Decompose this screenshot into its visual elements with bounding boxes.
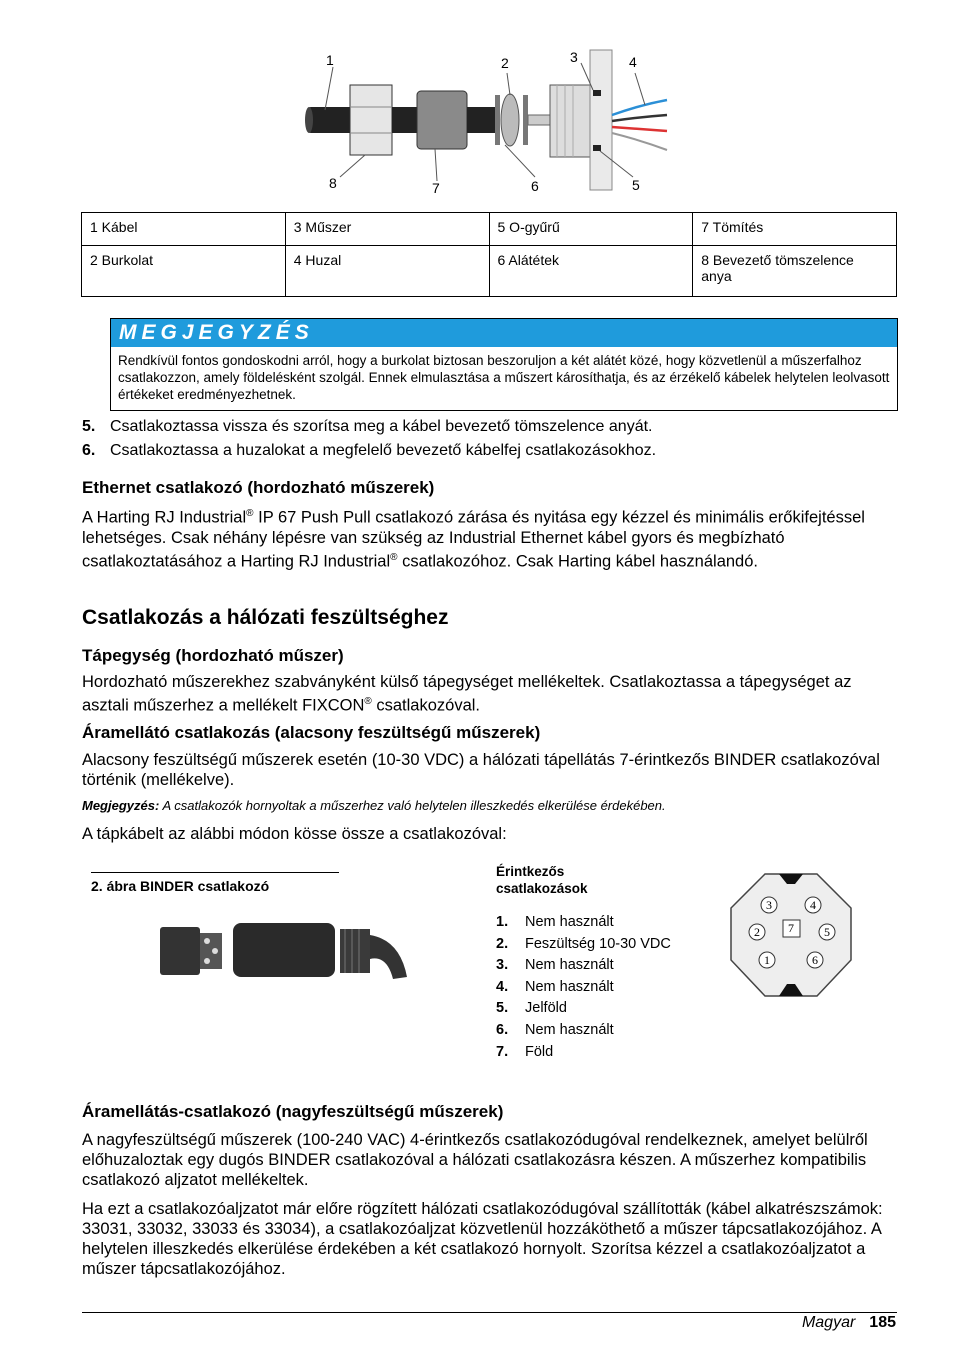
callout-6: 6 bbox=[531, 178, 539, 194]
washer bbox=[495, 95, 500, 145]
low-voltage-paragraph-2: A tápkábelt az alábbi módon kösse össze a csatlakozóval: bbox=[82, 825, 507, 843]
list-item bbox=[82, 440, 897, 462]
pins-heading: Érintkezős csatlakozások bbox=[496, 864, 588, 896]
table-row bbox=[82, 213, 897, 246]
high-voltage-paragraph-1: A nagyfeszültségű műszerek (100-240 VAC) 4-érintkezős csatlakozódugóval rendelkeznek, amelyet belülről előhuzaloztak egy dugós BINDER csatlakozóval a hálózati csatlakozásra készen. A műszerhez kompatibilis csatlakozó aljzatot mellékeltek. bbox=[82, 1131, 868, 1189]
gland-nut bbox=[350, 85, 392, 155]
table-cell: 4 Huzal bbox=[285, 246, 489, 297]
psu-heading: Tápegység (hordozható műszer) bbox=[82, 646, 344, 665]
pin-label: 5 bbox=[824, 925, 830, 939]
list-item: 3. Nem használt bbox=[496, 957, 614, 974]
binder-connector-image bbox=[155, 915, 413, 985]
callout-5: 5 bbox=[632, 177, 640, 193]
callout-1: 1 bbox=[326, 52, 334, 68]
ethernet-heading: Ethernet csatlakozó (hordozható műszerek) bbox=[82, 478, 435, 497]
callout-7: 7 bbox=[432, 180, 440, 196]
pin-label: 2 bbox=[754, 925, 760, 939]
page-number: 185 bbox=[869, 1314, 896, 1331]
table-cell: 2 Burkolat bbox=[82, 246, 286, 297]
footer-language: Magyar bbox=[801, 1314, 856, 1331]
table-cell: 6 Alátétek bbox=[489, 246, 693, 297]
list-item: 6. Nem használt bbox=[496, 1021, 614, 1038]
high-voltage-heading: Áramellátás-csatlakozó (nagyfeszültségű műszerek) bbox=[82, 1102, 504, 1121]
low-voltage-heading: Áramellátó csatlakozás (alacsony feszültségű műszerek) bbox=[82, 723, 541, 742]
pin-label: 4 bbox=[810, 898, 816, 912]
ethernet-paragraph: A Harting RJ Industrial® IP 67 Push Pull csatlakozó zárása és nyitása egy kézzel és minimális erőkifejtéssel lehetséges. Csak néhány lépésre van szükség az Industrial Ethernet kábel gyors és megbízható csatlakoztatásához a Harting RJ Industrial® csatlakozóhoz. Csak Harting kábel használandó. bbox=[82, 508, 865, 570]
seal bbox=[417, 91, 467, 149]
table-cell: 3 Műszer bbox=[285, 213, 489, 246]
cable-gland-diagram bbox=[295, 45, 675, 205]
table-cell: 1 Kábel bbox=[82, 213, 286, 246]
pin-label: 7 bbox=[788, 921, 794, 935]
page-footer bbox=[802, 1314, 896, 1332]
table-cell: 8 Bevezető tömszelence anya bbox=[693, 246, 897, 297]
gland-body bbox=[550, 85, 590, 157]
list-item: 7. Föld bbox=[496, 1043, 554, 1060]
note-body: Rendkívül fontos gondoskodni arról, hogy a burkolat biztosan beszoruljon a két alátét közé, hogy közvetlenül a műszerfalhoz csatlakozzon, amely földelésként szolgál. Ennek elmulasztása a műszert károsíthatja, és az érzékelő kábelek helytelen leolvasott értékeket eredményezhetnek. bbox=[118, 353, 890, 402]
step-number: 6. bbox=[82, 442, 96, 459]
table-row bbox=[82, 246, 897, 297]
pin-label: 1 bbox=[764, 953, 770, 967]
step-number: 5. bbox=[82, 418, 96, 435]
low-voltage-paragraph: Alacsony feszültségű műszerek esetén (10-30 VDC) a hálózati tápellátás 7-érintkezős BINDER csatlakozóval történik (mellékelve). bbox=[82, 751, 880, 789]
list-item: 4. Nem használt bbox=[496, 978, 614, 995]
callout-4: 4 bbox=[629, 54, 637, 70]
pin-label: 3 bbox=[766, 898, 772, 912]
instrument-wall bbox=[590, 50, 612, 190]
list-item bbox=[82, 416, 897, 438]
section-heading: Csatlakozás a hálózati feszültséghez bbox=[82, 606, 449, 629]
table-cell: 7 Tömítés bbox=[693, 213, 897, 246]
figure-title: 2. ábra BINDER csatlakozó bbox=[91, 872, 339, 894]
note-box bbox=[110, 318, 898, 411]
list-item: 1. Nem használt bbox=[496, 914, 614, 930]
parts-table bbox=[81, 212, 897, 297]
callout-2: 2 bbox=[501, 55, 509, 71]
table-cell: 5 O-gyűrű bbox=[489, 213, 693, 246]
list-item: 5. Jelföld bbox=[496, 1000, 567, 1017]
steps-list bbox=[82, 416, 897, 462]
wire bbox=[612, 100, 667, 115]
pin-list bbox=[496, 914, 671, 1065]
psu-paragraph: Hordozható műszerekhez szabványként külső tápegységet mellékeltek. Csatlakoztassa a tápegységet az asztali műszerhez a mellékelt FIXCON® csatlakozóval. bbox=[82, 673, 852, 715]
low-voltage-note: Megjegyzés: A csatlakozók hornyoltak a műszerhez való helytelen illeszkedés elkerülése érdekében. bbox=[82, 798, 666, 813]
o-ring bbox=[501, 94, 519, 146]
note-title: MEGJEGYZÉS bbox=[111, 319, 897, 347]
callout-8: 8 bbox=[329, 175, 337, 191]
list-item: 2. Feszültség 10-30 VDC bbox=[496, 935, 671, 952]
footer-divider bbox=[82, 1312, 897, 1313]
high-voltage-paragraph-2: Ha ezt a csatlakozóaljzatot már előre rögzített hálózati csatlakozódugóval szállították (kábel alkatrészszámok: 33031, 33032, 33033 és 33034), a csatlakozóaljzat közvetlenül hozzáköthető a műszer tápcsatlakozójához. A helytelen illeszkedés elkerülése érdekében a két csatlakozó hornyolt. Szorítsa kézzel a csatlakozóaljzatot a műszer tápcsatlakozójához. bbox=[82, 1200, 883, 1278]
callout-3: 3 bbox=[570, 49, 578, 65]
pin-label: 6 bbox=[812, 953, 818, 967]
step-text: Csatlakoztassa a huzalokat a megfelelő bevezető kábelfej csatlakozásokhoz. bbox=[110, 442, 657, 459]
step-text: Csatlakoztassa vissza és szorítsa meg a kábel bevezető tömszelence anyát. bbox=[110, 418, 653, 435]
